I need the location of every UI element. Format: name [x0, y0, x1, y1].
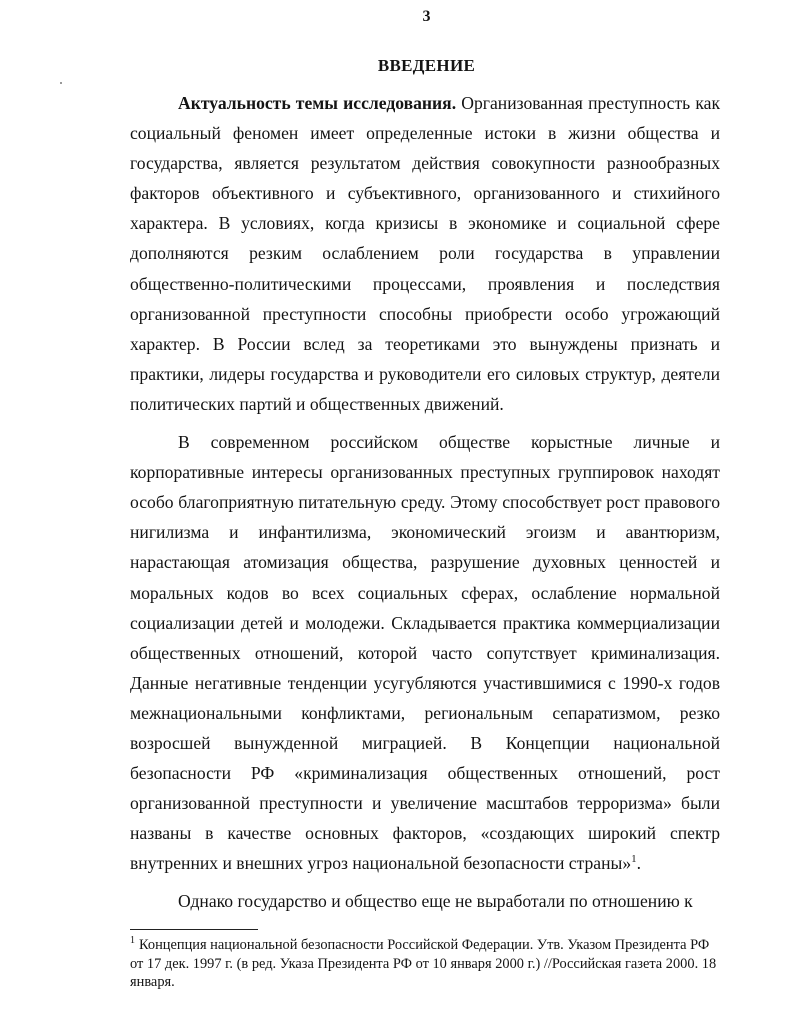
paragraph-relevance: [130, 88, 720, 419]
footnote-text: Концепция национальной безопасности Российской Федерации. Утв. Указом Президента РФ от 17 дек. 1997 г. (в ред. Указа Президента РФ от 10 января 2000 г.) //Российская газета 2000. 18 января.: [130, 937, 717, 991]
body-text: [130, 88, 720, 925]
footnote-mark: 1: [130, 935, 135, 947]
footnote-divider: [130, 929, 258, 930]
paragraph-text: Организованная преступность как социальный феномен имеет определенные истоки в жизни общества и государства, является результатом действия совокупности разнообразных факторов объективного и субъективного, организованного и стихийного характера. В условиях, когда кризисы в экономике и социальной сфере дополняются резким ослаблением роли государства в управлении общественно-политическими процессами, проявления и последствия организованной преступности способны приобрести особо угрожающий характер. В России вслед за теоретиками это вынуждены признать и практики, лидеры государства и руководители его силовых структур, деятели политических партий и общественных движений.: [130, 93, 720, 414]
footnote-reference[interactable]: 1: [631, 853, 637, 866]
scan-artifact-dot: [60, 82, 62, 84]
paragraph-lead: Актуальность темы исследования.: [178, 93, 457, 113]
paragraph-modern-society: [130, 427, 720, 878]
section-heading: ВВЕДЕНИЕ: [377, 56, 476, 75]
paragraph-text: В современном российском обществе корыстные личные и корпоративные интересы организованных преступных группировок находят особо благоприятную питательную среду. Этому способствует рост правового нигилизма и инфантилизма, экономический эгоизм и авантюризм, нарастающая атомизация общества, разрушение духовных ценностей и моральных кодов во всех социальных сферах, ослабление нормальной социализации детей и молодежи. Складывается практика коммерциализации общественных отношений, которой часто сопутствует криминализация. Данные негативные тенденции усугубляются участившимися с 1990-х годов межнациональными конфликтами, региональным сепаратизмом, резко возросшей вынужденной миграцией. В Концепции национальной безопасности РФ «криминализация общественных отношений, рост организованной преступности и увеличение масштабов терроризма» были названы в качестве основных факторов, «создающих широкий спектр внутренних и внешних угроз национальной безопасности страны»: [130, 432, 720, 874]
page-number: 3: [422, 8, 431, 25]
paragraph-text: Однако государство и общество еще не выработали по отношению к: [178, 891, 693, 912]
paragraph-however: [130, 886, 720, 916]
paragraph-tail: .: [636, 853, 642, 874]
footnote: [130, 936, 720, 992]
